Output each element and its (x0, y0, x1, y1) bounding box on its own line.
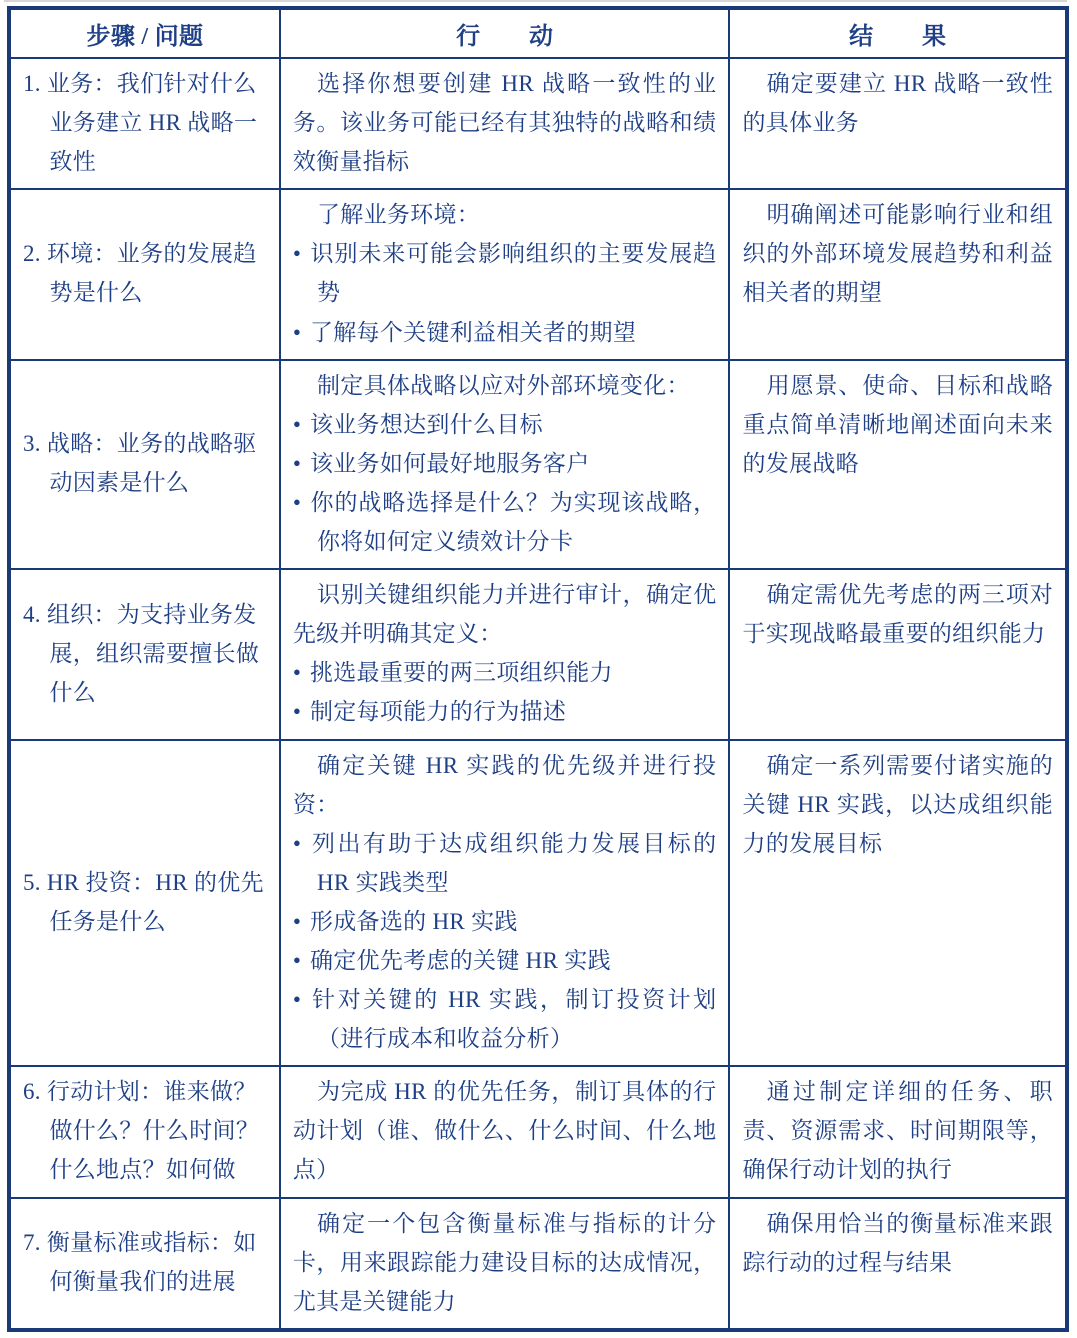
bullet-icon: • (292, 830, 302, 856)
step-text: 6. 行动计划：谁来做？做什么？什么时间？什么地点？如何做 (23, 1079, 260, 1183)
result-text: 确定需优先考虑的两三项对于实现战略最重要的组织能力 (742, 582, 1053, 647)
column-header-action: 行 动 (280, 8, 730, 58)
bullet-item (293, 405, 717, 444)
result-cell (729, 1066, 1067, 1197)
column-header-result: 结 果 (729, 8, 1067, 58)
bullet-text: 挑选最重要的两三项组织能力 (309, 660, 613, 686)
bullet-item (293, 483, 717, 561)
table-row-1 (9, 58, 1067, 189)
action-intro: 选择你想要创建 HR 战略一致性的业务。该业务可能已经有其独特的战略和绩效衡量指标 (292, 71, 717, 175)
bullet-text: 你的战略选择是什么？为实现该战略，你将如何定义绩效计分卡 (309, 489, 717, 555)
bullet-text: 列出有助于达成组织能力发展目标的 HR 实践类型 (309, 830, 717, 895)
bullet-text: 该业务想达到什么目标 (309, 411, 543, 437)
action-cell (280, 1198, 730, 1330)
bullet-icon: • (292, 660, 302, 686)
column-header-step: 步骤 / 问题 (9, 8, 280, 58)
step-text: 5. HR 投资：HR 的优先任务是什么 (23, 869, 264, 934)
action-cell (280, 360, 730, 569)
action-cell (280, 189, 730, 359)
bullet-text: 识别未来可能会影响组织的主要发展趋势 (309, 241, 717, 306)
step-text: 4. 组织：为支持业务发展，组织需要擅长做什么 (23, 601, 260, 705)
result-text: 确定要建立 HR 战略一致性的具体业务 (742, 71, 1053, 136)
bullet-item (293, 234, 717, 312)
action-cell (280, 740, 730, 1067)
bullet-text: 形成备选的 HR 实践 (309, 908, 518, 934)
bullet-item (293, 692, 717, 731)
step-cell (9, 189, 280, 359)
result-cell (729, 360, 1067, 569)
step-text: 7. 衡量标准或指标：如何衡量我们的进展 (23, 1230, 257, 1295)
bullet-icon: • (292, 987, 302, 1013)
result-cell (729, 1198, 1067, 1330)
step-cell (9, 740, 280, 1067)
step-text: 2. 环境：业务的发展趋势是什么 (23, 241, 257, 306)
bullet-item (293, 653, 717, 692)
step-cell (9, 1198, 280, 1330)
action-cell (280, 1066, 730, 1197)
bullet-text: 确定优先考虑的关键 HR 实践 (309, 947, 611, 973)
step-cell (9, 360, 280, 569)
step-cell (9, 58, 280, 189)
table-row-2 (9, 189, 1067, 359)
bullet-item (293, 313, 717, 352)
result-text: 确定一系列需要付诸实施的关键 HR 实践，以达成组织能力的发展目标 (742, 752, 1053, 856)
result-cell (729, 740, 1067, 1067)
bullet-icon: • (292, 411, 302, 437)
bullet-text: 了解每个关键利益相关者的期望 (309, 319, 637, 345)
step-cell (9, 569, 280, 739)
bullet-icon: • (292, 908, 302, 934)
result-text: 明确阐述可能影响行业和组织的外部环境发展趋势和利益相关者的期望 (742, 202, 1053, 306)
header-row (9, 8, 1067, 58)
result-cell (729, 569, 1067, 739)
action-intro: 识别关键组织能力并进行审计，确定优先级并明确其定义： (292, 582, 717, 647)
table-row-6 (9, 1066, 1067, 1197)
bullet-item (293, 824, 717, 902)
bullet-item (293, 980, 717, 1058)
bullet-text: 制定每项能力的行为描述 (309, 699, 567, 725)
bullet-icon: • (292, 947, 302, 973)
hr-strategy-table (7, 6, 1069, 1332)
result-cell (729, 189, 1067, 359)
action-intro: 确定一个包含衡量标准与指标的计分卡，用来跟踪能力建设目标的达成情况，尤其是关键能力 (292, 1210, 717, 1314)
table-row-4 (9, 569, 1067, 739)
result-text: 用愿景、使命、目标和战略重点简单清晰地阐述面向未来的发展战略 (742, 372, 1053, 476)
bullet-icon: • (292, 241, 302, 267)
action-intro: 为完成 HR 的优先任务，制订具体的行动计划（谁、做什么、什么时间、什么地点） (292, 1079, 717, 1183)
step-text: 1. 业务：我们针对什么业务建立 HR 战略一致性 (23, 71, 258, 175)
table-row-3 (9, 360, 1067, 569)
action-intro: 了解业务环境： (316, 202, 481, 228)
scan-artifact-line (4, 0, 1067, 2)
bullet-icon: • (292, 489, 302, 515)
bullet-item (293, 444, 717, 483)
bullet-icon: • (292, 450, 302, 476)
action-cell (280, 58, 730, 189)
table-row-7 (9, 1198, 1067, 1330)
bullet-item (293, 941, 717, 980)
bullet-item (293, 902, 717, 941)
bullet-icon: • (292, 319, 302, 345)
action-intro: 制定具体战略以应对外部环境变化： (316, 372, 690, 398)
step-text: 3. 战略：业务的战略驱动因素是什么 (23, 431, 257, 496)
result-text: 通过制定详细的任务、职责、资源需求、时间期限等，确保行动计划的执行 (742, 1079, 1053, 1183)
result-text: 确保用恰当的衡量标准来跟踪行动的过程与结果 (742, 1210, 1053, 1275)
table-row-5 (9, 740, 1067, 1067)
action-intro: 确定关键 HR 实践的优先级并进行投资： (292, 752, 717, 817)
action-cell (280, 569, 730, 739)
step-cell (9, 1066, 280, 1197)
result-cell (729, 58, 1067, 189)
bullet-text: 针对关键的 HR 实践，制订投资计划（进行成本和收益分析） (309, 987, 717, 1052)
bullet-text: 该业务如何最好地服务客户 (309, 450, 590, 476)
bullet-icon: • (292, 699, 302, 725)
